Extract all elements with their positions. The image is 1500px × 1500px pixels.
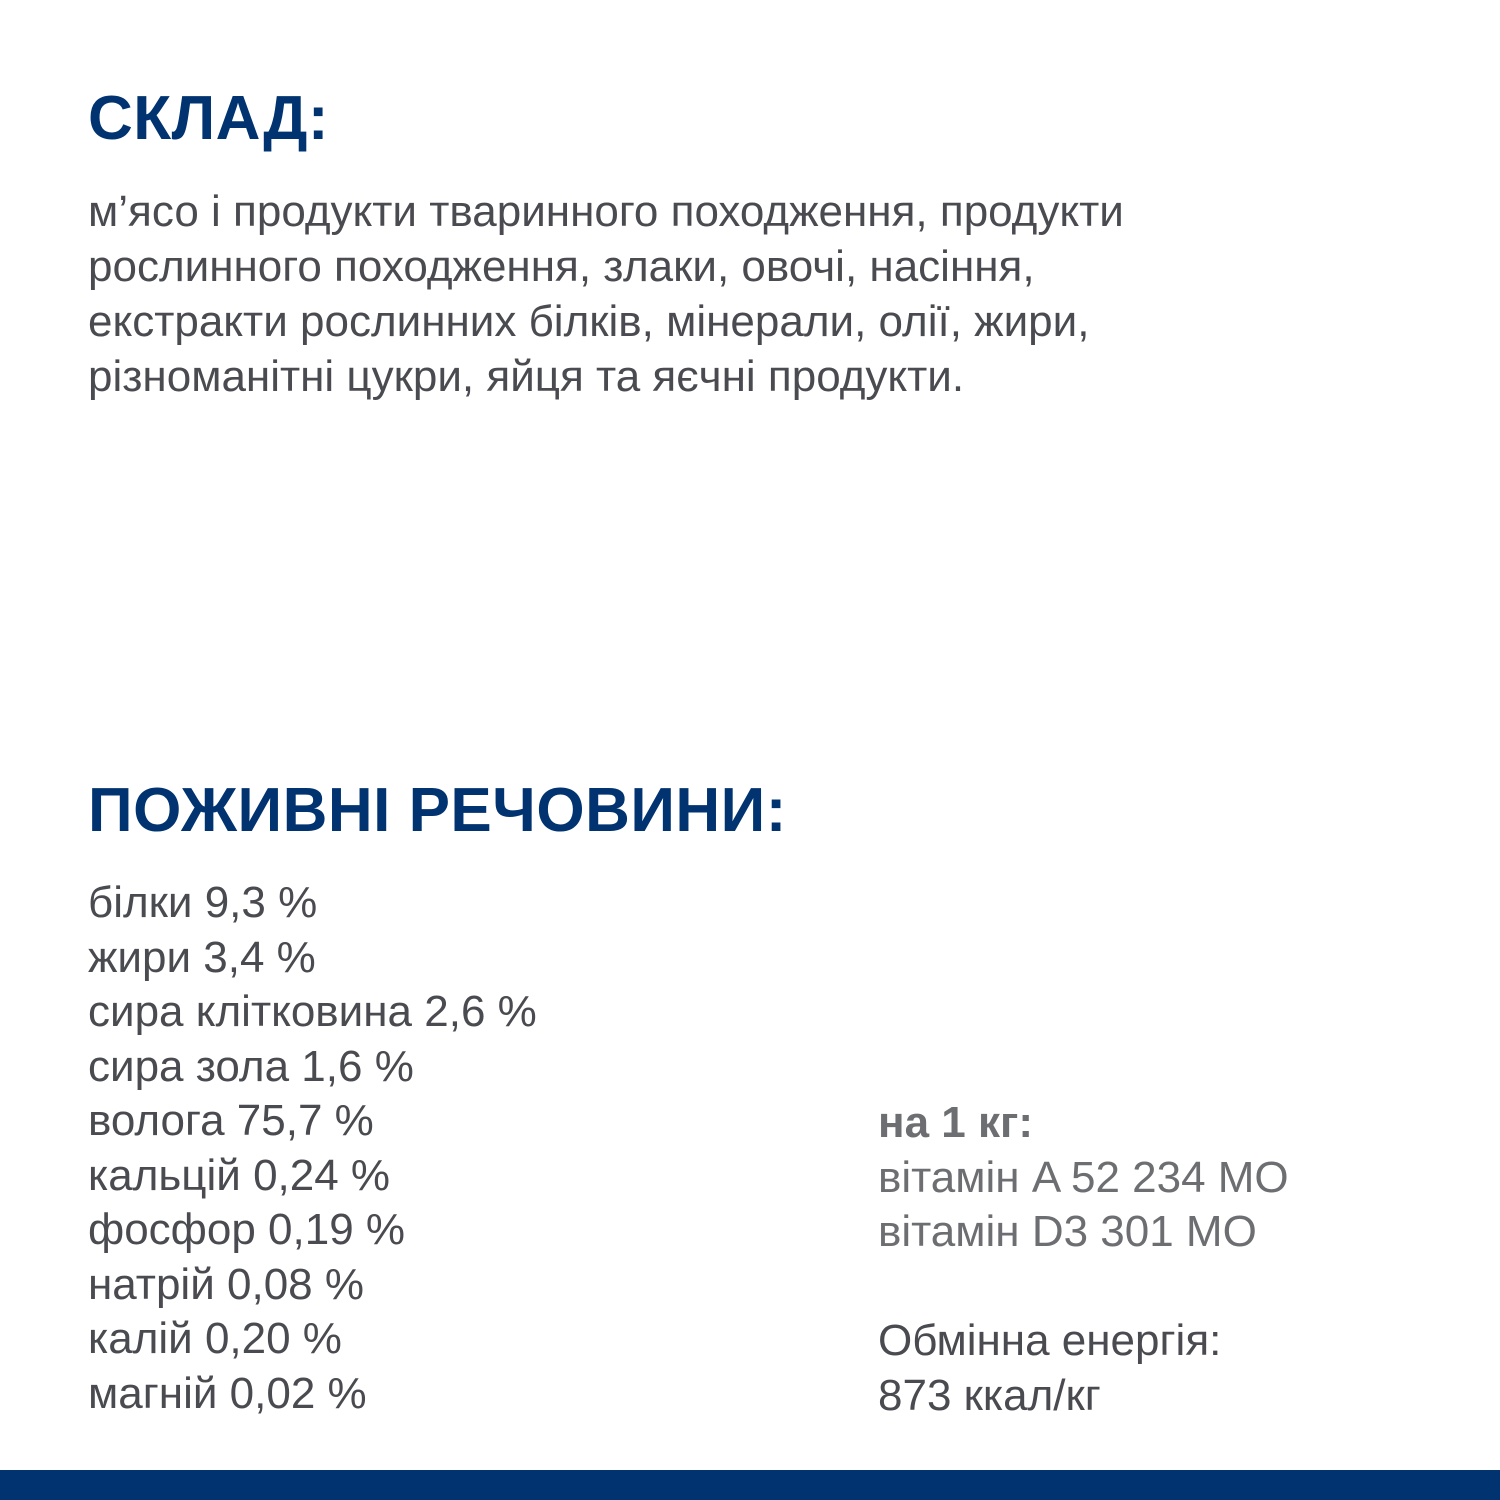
- energy-value: 873 ккал/кг: [878, 1370, 1101, 1420]
- composition-text: [88, 184, 1428, 404]
- composition-line: м’ясо і продукти тваринного походження, продукти: [88, 187, 1124, 236]
- per-kg-block: [878, 1096, 1289, 1423]
- nutrient-item: сира зола 1,6 %: [88, 1041, 414, 1091]
- composition-line: рослинного походження, злаки, овочі, насіння,: [88, 242, 1035, 291]
- nutrient-item: натрій 0,08 %: [88, 1259, 364, 1309]
- nutrient-item: калій 0,20 %: [88, 1314, 342, 1363]
- composition-line: різноманітні цукри, яйця та яєчні продукти.: [88, 352, 965, 401]
- nutrient-item: волога 75,7 %: [88, 1096, 374, 1145]
- nutrients-list: [88, 876, 537, 1421]
- nutrient-item: магній 0,02 %: [88, 1368, 367, 1418]
- nutrients-title: ПОЖИВНІ РЕЧОВИНИ:: [88, 776, 787, 845]
- spacer: [878, 1260, 1289, 1315]
- vitamin-d3: вітамін D3 301 МО: [878, 1207, 1257, 1256]
- vitamin-a: вітамін A 52 234 МО: [878, 1152, 1289, 1202]
- composition-line: екстракти рослинних білків, мінерали, олії, жири,: [88, 297, 1090, 346]
- per-kg-label: на 1 кг:: [878, 1098, 1033, 1147]
- nutrient-item: фосфор 0,19 %: [88, 1205, 406, 1254]
- nutrient-item: білки 9,3 %: [88, 878, 318, 927]
- nutrient-item: жири 3,4 %: [88, 932, 316, 982]
- composition-title: СКЛАД:: [88, 84, 330, 153]
- footer-brand-bar: [0, 1470, 1500, 1500]
- nutrient-item: кальцій 0,24 %: [88, 1150, 391, 1200]
- energy-label: Обмінна енергія:: [878, 1316, 1222, 1365]
- nutrient-item: сира клітковина 2,6 %: [88, 987, 537, 1036]
